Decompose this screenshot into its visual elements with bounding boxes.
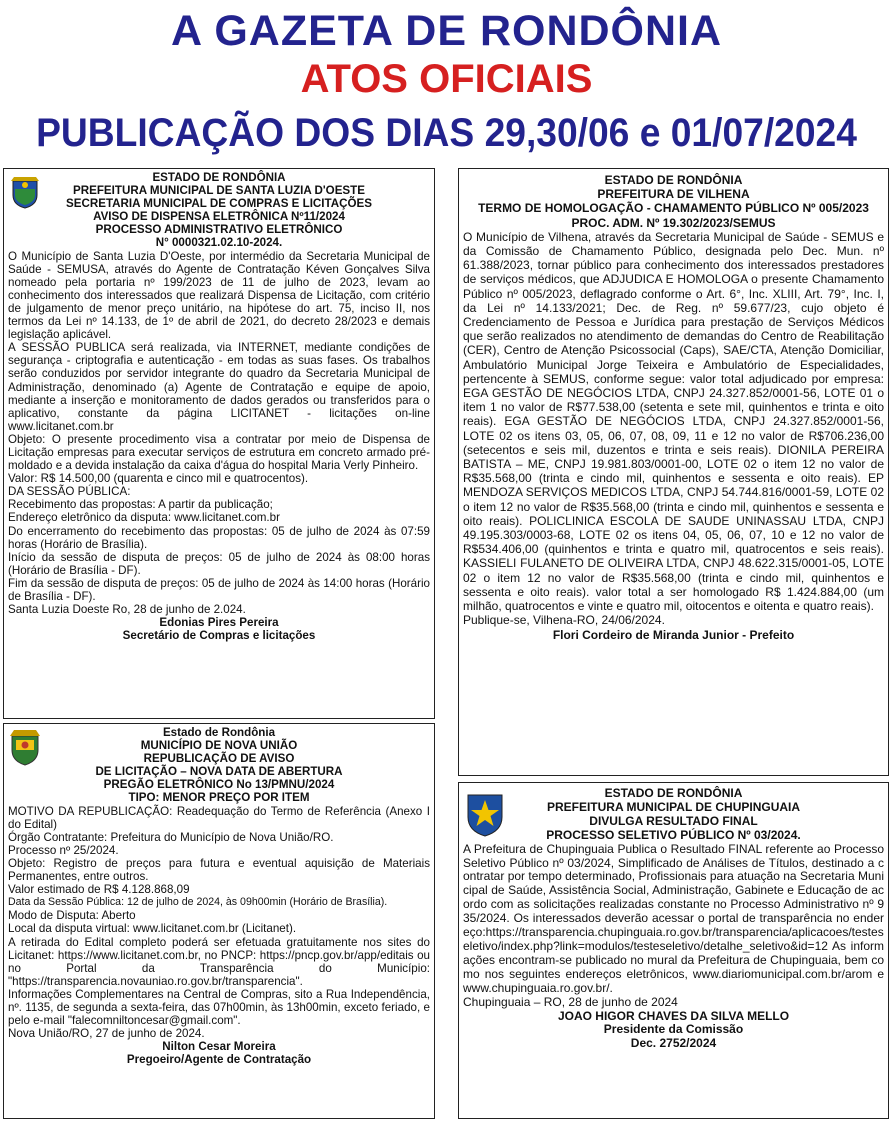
body-paragraph: O Município de Vilhena, através da Secretaria Municipal de Saúde - SEMUS e da Comissão de Chamamento Público, designada pelo Dec. Mun. nº 61.388/2023, tornar público para conhecimento dos interessados prestadores de serviços médicos, que ADJUDICA E HOMOLOGA o presente Chamamento Público nº 005/2023, deflagrado conforme o Art. 6°, Inc. XLIII, Art. 79°, Inc. I, da Lei nº 14.133/2021; Dec. de Reg. nº 59.677/23, cujo objeto é Credenciamento de Pessoa e Jurídica para prestação de Serviços Médicos que serão realizados no atendimento de demandas do Centro de Reabilitação (CER), Centro de Atenção Psicossocial (Caps), SAE/CTA, Atenção Domiciliar, Ambulatório Municipal Jorge Teixeira e Ambulatório de Especialidades, pertencente à SEMUS, conforme segue: valor total adjudicado por empresa: EGA GESTÃO DE NEGÓCIOS LTDA, CNPJ 24.327.852/0001-56, LOTE 01 o item 1 no valor de R$77.538,00 (setenta e sete mil, quinhentos e trinta e oito reais). EGA GESTÃO DE NEGÓCIOS LTDA, CNPJ 24.327.852/0001-56, LOTE 02 os itens 03, 05, 06, 07, 08, 09, 11 e 12 no valor de R$706.236,00 (setecentos e seis mil, duzentos e trinta e seis reais). DIONILA PEREIRA BATISTA – ME, CNPJ 19.981.803/0001-00, LOTE 02 o item 12 no valor de R$35.568,00 (trinta e cindo mil, quinhentos e sessenta e oito reais). EP MENDOZA SERVIÇOS MEDICOS LTDA, CNPJ 54.744.816/0001-59, LOTE 02 o item 12 no valor de R$35.568,00 (trinta e cindo mil, quinhentos e sessenta e oito reais). POLICLINICA ESCOLA DE SAUDE UNINASSAU LTDA, CNPJ 49.195.303/0003-68, LOTE 02 os itens 04, 05, 06, 07, 10 e 12 no valor de R$534.406,00 (quinhentos e trinta e quatro mil, quatrocentos e seis reais). KASSIELI FULANETO DE OLIVEIRA LTDA, CNPJ 48.622.315/0001-05, LOTE 02 o item 12 no valor de R$35.568,00 (trinta e cindo mil, quinhentos e sessenta e oito reais). valor total a ser homologado R$ 1.424.884,00 (um milhão, quatrocentos e vinte e quatro mil, oitocentos e oitenta e quatro reais). [463, 229, 884, 614]
notice-vilhena [458, 168, 889, 776]
objeto-paragraph: Objeto: O presente procedimento visa a contratar por meio de Dispensa de Licitação empresas para executar serviços de estrutura em concreto armado pré-moldado e a devida instalação da caixa d'água do hospital Maria Verly Pinheiro. [8, 432, 430, 473]
motivo-line: MOTIVO DA REPUBLICAÇÃO: Readequação do Termo de Referência (Anexo I do Edital) [8, 804, 430, 831]
body-paragraph: A SESSÃO PUBLICA será realizada, via INTERNET, mediante condições de segurança - criptografia e autenticação - em todas as suas fases. Os trabalhos serão conduzidos por servidor integrante do quadro da Secretaria Municipal de Administração, denominado (a) Agente de Contratação e equipe de apoio, mediante a inserção e monitoramento de dados gerados ou transferidos para o aplicativo, constante da página LICITANET - licitações on-line www.licitanet.com.br [8, 341, 430, 433]
signer-name: JOAO HIGOR CHAVES DA SILVA MELLO [557, 1008, 790, 1023]
header-line: AVISO DE DISPENSA ELETRÔNICA Nº11/2024 [93, 210, 345, 224]
objeto-line: Objeto: Registro de preços para futura e eventual aquisição de Materiais Permanentes, entre outros. [8, 856, 430, 884]
section-title: ATOS OFICIAIS [300, 57, 593, 101]
chupinguaia-crest-icon [465, 791, 505, 837]
orgao-line: Órgão Contratante: Prefeitura do Município de Nova União/RO. [8, 830, 334, 844]
signer-name: Flori Cordeiro de Miranda Junior - Prefeito [552, 627, 795, 642]
signer-role: Presidente da Comissão [603, 1022, 744, 1037]
header-line: ESTADO DE RONDÔNIA [604, 173, 743, 187]
newspaper-title: A GAZETA DE RONDÔNIA [170, 7, 723, 55]
body-paragraph: O Município de Santa Luzia D'Oeste, por intermédio da Secretaria Municipal de Saúde - SEMUSA, através do Agente de Contratação Kéven Gonçalves Silva nomeado pela portaria nº 199/2023 de 11 de julho de 2023, levam ao conhecimento dos interessados que realizará Dispensa de Licitação, com critério de julgamento de menor preço unitário, na hipótese do art. 75, inciso II, nos termos da Lei nº 14.133, de 1º de abril de 2021, do decreto 28/2023 e demais legislação aplicável. [8, 249, 430, 342]
header-line: PREFEITURA MUNICIPAL DE SANTA LUZIA D'OESTE [73, 184, 365, 198]
sessao-title: DA SESSÃO PÚBLICA: [8, 485, 131, 499]
nova-uniao-crest-icon [8, 728, 42, 766]
inicio-line: Início da sessão de disputa de preços: 05 de julho de 2024 às 08:00 horas (Horário de Brasília - DF). [8, 550, 430, 577]
header-line: DIVULGA RESULTADO FINAL [589, 813, 758, 828]
header-line: ESTADO DE RONDÔNIA [152, 171, 286, 184]
signer-name: Nilton Cesar Moreira [162, 1040, 276, 1054]
local-data: Nova União/RO, 27 de junho de 2024. [8, 1027, 205, 1041]
notice-santa-luzia [3, 168, 435, 719]
processo-line: Processo nº 25/2024. [8, 843, 119, 857]
header-line: PROCESSO SELETIVO PÚBLICO Nº 03/2024. [546, 827, 801, 842]
header-line: SECRETARIA MUNICIPAL DE COMPRAS E LICITAÇÕES [66, 197, 372, 211]
informacoes-paragraph: Informações Complementares na Central de Compras, sito a Rua Independência, nº. 1135, de segunda a sexta-feira, das 07h00min, às 13h00min, exceto feriado, e pelo e-mail "falecomniltoncesar@gmail.com". [8, 987, 430, 1028]
header-line: PROCESSO ADMINISTRATIVO ELETRÔNICO [95, 223, 343, 237]
local-data: Santa Luzia Doeste Ro, 28 de junho de 2.024. [8, 603, 246, 617]
decree-line: Dec. 2752/2024 [630, 1036, 717, 1051]
header-line: Estado de Rondônia [162, 726, 276, 739]
header-line: ESTADO DE RONDÔNIA [604, 786, 743, 800]
valor-line: Valor: R$ 14.500,00 (quarenta e cinco mil e quatrocentos). [8, 472, 309, 486]
notice-chupinguaia [458, 782, 889, 1119]
publication-dates: PUBLICAÇÃO DOS DIAS 29,30/06 e 01/07/2024 [36, 111, 857, 155]
data-sessao-line: Data da Sessão Pública: 12 de julho de 2024, às 09h00min (Horário de Brasília). [8, 896, 388, 909]
header-line: TERMO DE HOMOLOGAÇÃO - CHAMAMENTO PÚBLICO Nº 005/2023 [478, 201, 869, 216]
header-line: N° 0000321.02.10-2024. [155, 236, 283, 250]
body-paragraph: A Prefeitura de Chupinguaia Publica o Resultado FINAL referente ao Processo Seletivo Público nº 03/2024, Simplificado de Análises de Títulos, destinado a contratar por tempo determinado, Profissionais para atuação na Secretaria Municipal de Saúde, Assistência Social, Administração, Gabinete e Educação de acordo com as solicitações realizadas constante no Processo Administrativo nº 935/2024. Os interessados deverão acessar o portal de transparência no endereço:https://transparencia.chupinguaia.ro.gov.br/transparencia/aplicacoes/testeseletivo/index.php?link=modulos/testeseletivo/detalhe_seletivo&id=12 As informações encontram-se publicado no mural da Prefeitura de Chupinguaia, bem como nos seguintes endereços eletrônicos, www.diariomunicipal.com.br/arom e www.chupinguaia.ro.gov.br/. [463, 841, 884, 995]
signer-name: Edonias Pires Pereira [159, 616, 279, 630]
retirada-paragraph: A retirada do Edital completo poderá ser efetuada gratuitamente nos sites do Licitanet: https://www.licitanet.com.br, no PNCP: https://pncp.gov.br/app/editais ou no Portal da Transparência do Município: "https://transparencia.novauniao.ro.gov.br/transparencia". [8, 935, 430, 988]
local-disputa-line: Local da disputa virtual: www.licitanet.com.br (Licitanet). [8, 922, 297, 936]
header-line: DE LICITAÇÃO – NOVA DATA DE ABERTURA [95, 765, 343, 779]
header-line: REPUBLICAÇÃO DE AVISO [143, 752, 295, 766]
header-line: PROC. ADM. Nº 19.302/2023/SEMUS [571, 215, 776, 230]
notice-nova-uniao [3, 723, 435, 1119]
santa-luzia-crest-icon [10, 175, 40, 209]
header-line: PREFEITURA DE VILHENA [597, 187, 750, 202]
valor-line: Valor estimado de R$ 4.128.868,09 [8, 883, 190, 897]
endereco-line: Endereço eletrônico da disputa: www.licitanet.com.br [8, 511, 280, 525]
recebimento-line: Recebimento das propostas: A partir da publicação; [8, 498, 273, 512]
header-line: MUNICÍPIO DE NOVA UNIÃO [140, 739, 298, 753]
modo-line: Modo de Disputa: Aberto [8, 909, 136, 923]
closing-line: Publique-se, Vilhena-RO, 24/06/2024. [463, 613, 665, 628]
header-line: TIPO: MENOR PREÇO POR ITEM [128, 791, 310, 805]
header-line: PREFEITURA MUNICIPAL DE CHUPINGUAIA [546, 799, 801, 814]
signer-role: Pregoeiro/Agente de Contratação [126, 1053, 312, 1067]
local-data: Chupinguaia – RO, 28 de junho de 2024 [463, 994, 678, 1009]
header-line: PREGÃO ELETRÔNICO No 13/PMNU/2024 [103, 778, 335, 792]
fim-line: Fim da sessão de disputa de preços: 05 de julho de 2024 às 14:00 horas (Horário de Brasília - DF). [8, 576, 430, 603]
signer-role: Secretário de Compras e licitações [122, 629, 316, 643]
encerramento-line: Do encerramento do recebimento das propostas: 05 de julho de 2024 às 07:59 horas (Horário de Brasília). [8, 524, 430, 551]
